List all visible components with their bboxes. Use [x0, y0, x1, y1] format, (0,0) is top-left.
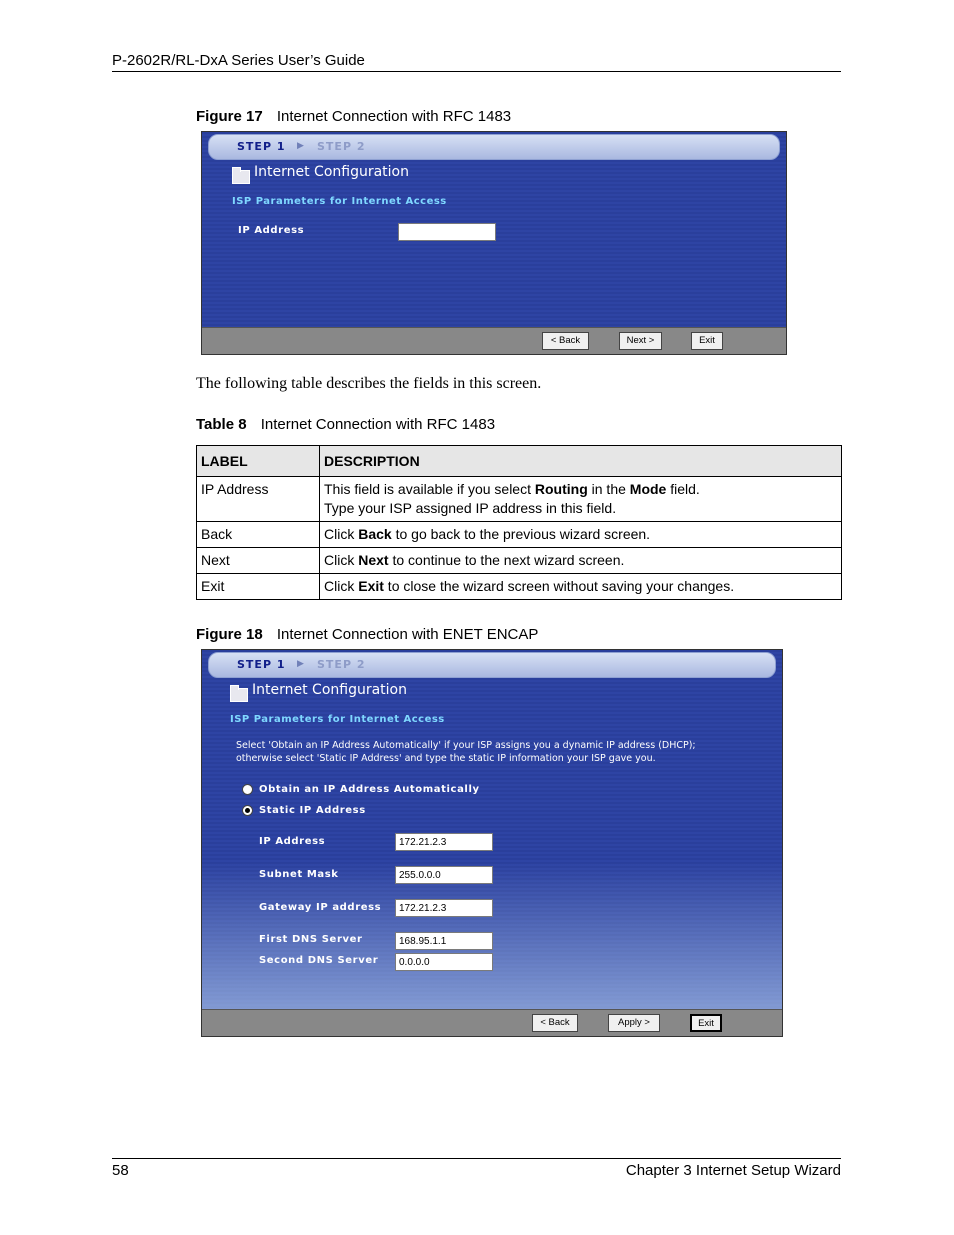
second-dns-label: Second DNS Server [259, 955, 379, 966]
table-row [197, 522, 842, 548]
exit-button[interactable]: Exit [691, 332, 723, 350]
step-arrow-icon: ▶ [297, 658, 304, 668]
button-bar [202, 1009, 782, 1036]
back-button[interactable]: < Back [532, 1014, 578, 1032]
row-description [320, 522, 842, 548]
row-description [320, 574, 842, 600]
figure-17-title: Internet Connection with RFC 1483 [276, 108, 512, 125]
fields-table [196, 445, 842, 600]
column-header-description: DESCRIPTION [320, 446, 842, 477]
figure-18-label: Figure 18 [196, 626, 263, 643]
section-heading: ISP Parameters for Internet Access [232, 196, 447, 207]
folder-icon [230, 688, 248, 702]
figure-18-caption [196, 626, 538, 643]
desc-bold: Exit [358, 578, 384, 594]
step-bar [208, 134, 780, 160]
desc-bold: Routing [534, 481, 588, 497]
desc-text: to go back to the previous wizard screen. [391, 526, 651, 542]
figure-17-screen [201, 131, 787, 355]
desc-bold: Mode [629, 481, 667, 497]
desc-text: field. [666, 481, 700, 497]
step-1-tab[interactable]: STEP 1 [237, 658, 286, 671]
subnet-mask-label: Subnet Mask [259, 869, 339, 880]
screen-title: Internet Configuration [254, 164, 409, 180]
table-row [197, 548, 842, 574]
radio-static-label: Static IP Address [259, 805, 366, 816]
desc-text: to continue to the next wizard screen. [388, 552, 625, 568]
column-header-label: LABEL [197, 446, 320, 477]
first-dns-label: First DNS Server [259, 934, 363, 945]
subnet-mask-input[interactable]: 255.0.0.0 [395, 866, 493, 884]
first-dns-input[interactable]: 168.95.1.1 [395, 932, 493, 950]
row-description [320, 548, 842, 574]
table-8-label: Table 8 [196, 416, 247, 433]
step-2-tab: STEP 2 [317, 658, 366, 671]
next-button[interactable]: Next > [619, 332, 662, 350]
figure-18-screen [201, 649, 783, 1037]
apply-button[interactable]: Apply > [608, 1014, 660, 1032]
row-label: IP Address [197, 477, 320, 522]
desc-text: Click [324, 526, 359, 542]
figure-18-title: Internet Connection with ENET ENCAP [276, 626, 539, 643]
intro-paragraph: The following table describes the fields in this screen. [196, 375, 542, 392]
table-row [197, 477, 842, 522]
figure-17-label: Figure 17 [196, 108, 263, 125]
gateway-input[interactable]: 172.21.2.3 [395, 899, 493, 917]
header-rule [112, 71, 841, 72]
ip-address-input[interactable] [398, 223, 496, 241]
ip-address-label: IP Address [238, 225, 305, 236]
row-label: Back [197, 522, 320, 548]
table-row [197, 574, 842, 600]
instructions-line-2: otherwise select 'Static IP Address' and type the static IP information your ISP gave you. [236, 753, 656, 764]
figure-17-caption [196, 108, 511, 125]
ip-address-label: IP Address [259, 836, 326, 847]
back-button[interactable]: < Back [542, 332, 589, 350]
row-label: Exit [197, 574, 320, 600]
instructions-line-1: Select 'Obtain an IP Address Automatically' if your ISP assigns you a dynamic IP address (DHCP); [236, 740, 696, 751]
radio-static-ip[interactable] [242, 805, 253, 816]
table-8-caption [196, 416, 495, 433]
radio-obtain-label: Obtain an IP Address Automatically [259, 784, 480, 795]
desc-bold: Back [358, 526, 392, 542]
desc-text: Click [324, 578, 359, 594]
desc-text: in the [587, 481, 630, 497]
desc-text: This field is available if you select [324, 481, 535, 497]
desc-text: Click [324, 552, 359, 568]
button-bar [202, 327, 786, 354]
step-1-tab[interactable]: STEP 1 [237, 140, 286, 153]
step-arrow-icon: ▶ [297, 140, 304, 150]
table-8-title: Internet Connection with RFC 1483 [260, 416, 496, 433]
folder-icon [232, 170, 250, 184]
step-bar [208, 652, 776, 678]
gateway-label: Gateway IP address [259, 902, 382, 913]
page-number: 58 [112, 1162, 129, 1179]
step-2-tab: STEP 2 [317, 140, 366, 153]
row-label: Next [197, 548, 320, 574]
desc-text: Type your ISP assigned IP address in this field. [324, 500, 617, 516]
ip-address-input[interactable]: 172.21.2.3 [395, 833, 493, 851]
radio-obtain-automatically[interactable] [242, 784, 253, 795]
footer-rule [112, 1158, 841, 1159]
section-heading: ISP Parameters for Internet Access [230, 714, 445, 725]
second-dns-input[interactable]: 0.0.0.0 [395, 953, 493, 971]
desc-bold: Next [358, 552, 389, 568]
chapter-title: Chapter 3 Internet Setup Wizard [625, 1162, 841, 1179]
running-header: P-2602R/RL-DxA Series User’s Guide [112, 52, 365, 69]
table-header-row [197, 446, 842, 477]
row-description [320, 477, 842, 522]
exit-button[interactable]: Exit [690, 1014, 722, 1032]
desc-text: to close the wizard screen without saving your changes. [383, 578, 735, 594]
screen-title: Internet Configuration [252, 682, 407, 698]
